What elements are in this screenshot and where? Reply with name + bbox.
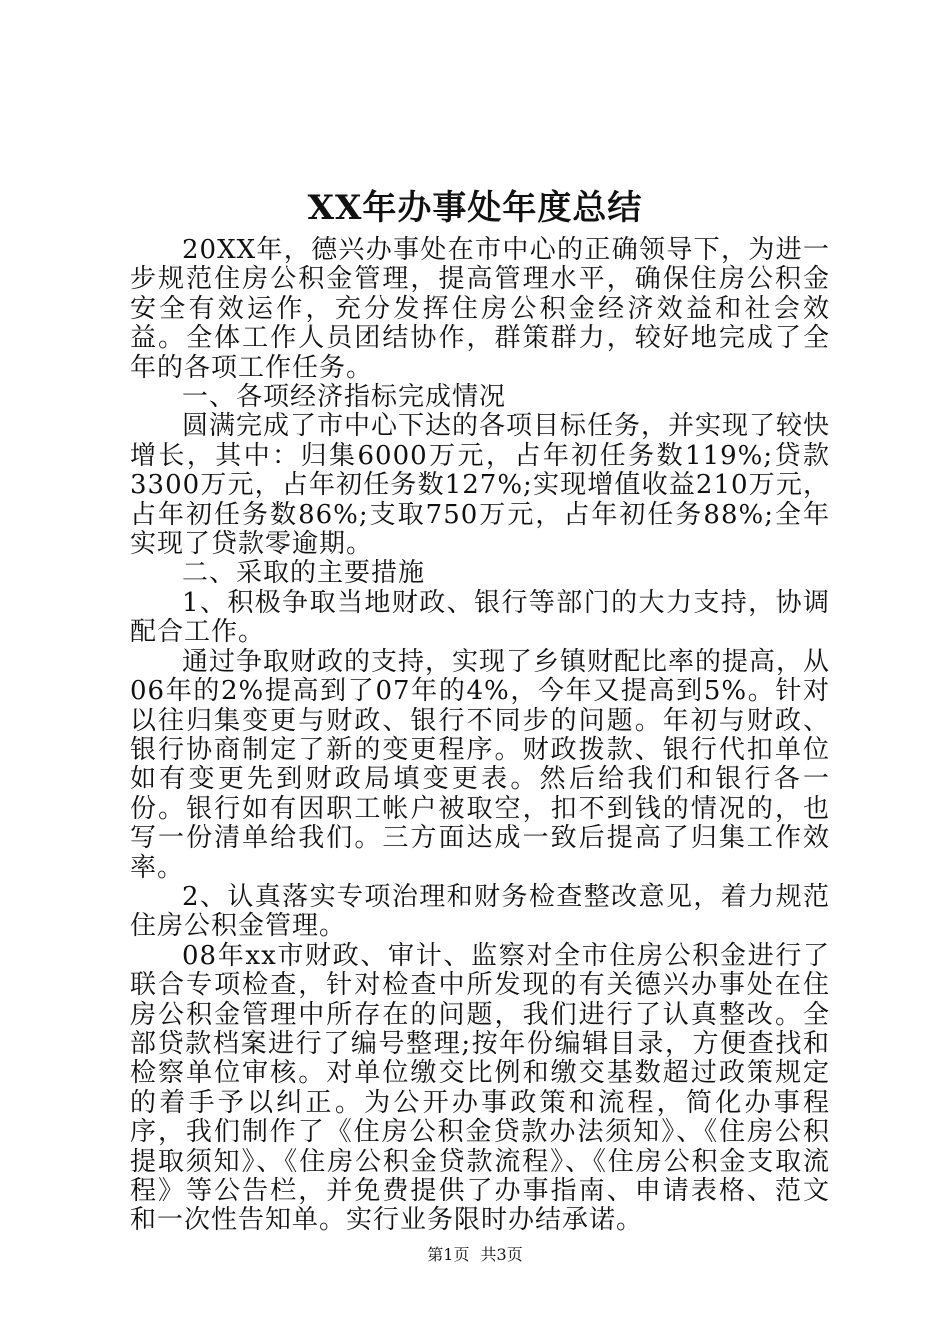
- measure-heading-2: 2、认真落实专项治理和财务检查整改意见，着力规范住房公积金管理。: [130, 881, 830, 942]
- page-footer: [0, 1244, 950, 1266]
- document-title: XX年办事处年度总结: [307, 188, 643, 228]
- paragraph-indicators: 圆满完成了市中心下达的各项目标任务，并实现了较快增长，其中：归集6000万元，占年初任务数119%;贷款3300万元，占年初任务数127%;实现增值收益210万元，占年初任务数86%;支取750万元，占年初任务88%;全年实现了贷款零逾期。: [130, 411, 831, 560]
- section-heading-measures: 二、采取的主要措施: [182, 558, 426, 589]
- paragraph-intro: 20XX年，德兴办事处在市中心的正确领导下，为进一步规范住房公积金管理，提高管理水平，确保住房公积金安全有效运作，充分发挥住房公积金经济效益和社会效益。全体工作人员团结协作，群策群力，较好地完成了全年的各项工作任务。: [130, 235, 830, 383]
- section-heading-indicators: 一、各项经济指标完成情况: [182, 382, 507, 413]
- measure-heading-1: 1、积极争取当地财政、银行等部门的大力支持，协调配合工作。: [130, 587, 830, 648]
- page-number: 第1页: [427, 1245, 470, 1264]
- paragraph-measure-2: 08年xx市财政、审计、监察对全市住房公积金进行了联合专项检查，针对检查中所发现的有关德兴办事处在住房公积金管理中所存在的问题，我们进行了认真整改。全部贷款档案进行了编号整理;按年份编辑目录，方便查找和检察单位审核。对单位缴交比例和缴交基数超过政策规定的着手予以纠正。为公开办事政策和流程，简化办事程序，我们制作了《住房公积金贷款办法须知》、《住房公积提取须知》、《住房公积金贷款流程》、《住房公积金支取流程》等公告栏，并免费提供了办事指南、申请表格、范文和一次性告知单。实行业务限时办结承诺。: [130, 940, 830, 1236]
- paragraph-measure-1: 通过争取财政的支持，实现了乡镇财配比率的提高，从06年的2%提高到了07年的4%，今年又提高到5%。针对以往归集变更与财政、银行不同步的问题。年初与财政、银行协商制定了新的变更程序。财政拨款、银行代扣单位如有变更先到财政局填变更表。然后给我们和银行各一份。银行如有因职工帐户被取空，扣不到钱的情况的，也写一份清单给我们。三方面达成一致后提高了归集工作效率。: [130, 646, 831, 883]
- document-body: [130, 236, 830, 1236]
- page-total: 共3页: [480, 1245, 523, 1264]
